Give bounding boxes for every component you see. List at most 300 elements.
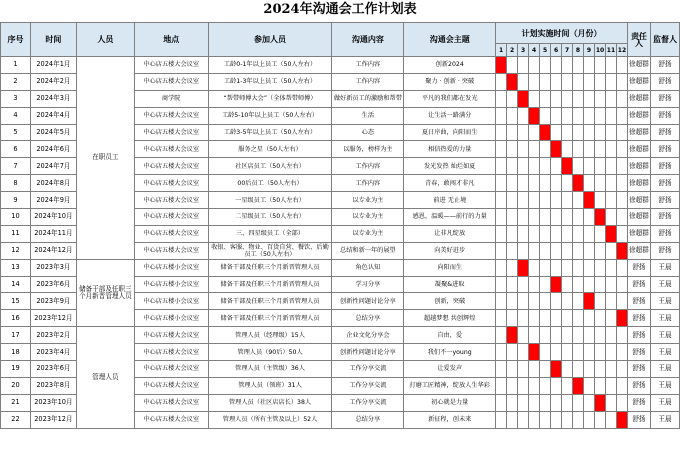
- seq-cell: 10: [1, 209, 31, 226]
- attendees-cell: 储备干部及任职三个月新晋管理人员: [208, 310, 332, 327]
- content-cell: 工作内容: [332, 57, 404, 74]
- owner-cell: 徐超群: [627, 57, 650, 74]
- month-cell: [540, 107, 551, 124]
- month-cell: [518, 192, 529, 209]
- theme-cell: 发光发热 灿烂如夏: [404, 158, 496, 175]
- month-cell: [529, 259, 540, 276]
- supervisor-cell: 王晨: [650, 276, 679, 293]
- month-cell: [551, 344, 562, 361]
- supervisor-cell: 王晨: [650, 259, 679, 276]
- theme-cell: 新征程，创未来: [404, 411, 496, 428]
- month-cell: [605, 259, 616, 276]
- seq-cell: 21: [1, 394, 31, 411]
- table-body: [1, 57, 680, 429]
- month-cell: [595, 276, 606, 293]
- seq-cell: 6: [1, 141, 31, 158]
- month-cell: [518, 124, 529, 141]
- month-cell: [616, 209, 627, 226]
- month-cell: [605, 276, 616, 293]
- content-cell: 心态: [332, 124, 404, 141]
- month-cell: [562, 327, 573, 344]
- month-cell: [562, 57, 573, 74]
- month-cell: [496, 175, 507, 192]
- month-cell: [605, 175, 616, 192]
- month-marker: [562, 158, 573, 175]
- supervisor-cell: 王晨: [650, 394, 679, 411]
- owner-cell: 舒扬: [627, 327, 650, 344]
- month-cell: [496, 276, 507, 293]
- month-cell: [529, 124, 540, 141]
- supervisor-cell: 王晨: [650, 344, 679, 361]
- month-cell: [605, 344, 616, 361]
- month-cell: [551, 411, 562, 428]
- month-cell: [595, 141, 606, 158]
- month-cell: [507, 276, 518, 293]
- place-cell: 中心店五楼大会议室: [134, 377, 208, 394]
- owner-cell: 舒扬: [627, 411, 650, 428]
- place-cell: 中心店五楼大会议室: [134, 242, 208, 259]
- month-cell: [573, 344, 584, 361]
- theme-cell: 向美好迸步: [404, 242, 496, 259]
- owner-cell: 徐超群: [627, 107, 650, 124]
- month-header: 5: [540, 44, 551, 57]
- month-cell: [540, 141, 551, 158]
- month-cell: [529, 225, 540, 242]
- owner-cell: 舒扬: [627, 344, 650, 361]
- month-cell: [584, 344, 595, 361]
- content-cell: 工作分享交流: [332, 361, 404, 378]
- time-cell: 2023年12月: [30, 411, 76, 428]
- month-cell: [562, 259, 573, 276]
- month-cell: [562, 209, 573, 226]
- month-cell: [540, 394, 551, 411]
- month-cell: [573, 141, 584, 158]
- time-cell: 2024年6月: [30, 141, 76, 158]
- month-cell: [540, 361, 551, 378]
- month-marker: [529, 107, 540, 124]
- owner-cell: 舒扬: [627, 310, 650, 327]
- month-marker: [573, 377, 584, 394]
- attendees-cell: 管理人员（所有主管及以上）52人: [208, 411, 332, 428]
- month-marker: [551, 141, 562, 158]
- header-place: 地点: [134, 23, 208, 57]
- month-cell: [496, 141, 507, 158]
- month-cell: [507, 90, 518, 107]
- header-supervisor: 监督人: [650, 23, 679, 57]
- seq-cell: 1: [1, 57, 31, 74]
- month-cell: [562, 73, 573, 90]
- header-content: 沟通内容: [332, 23, 404, 57]
- place-cell: 中心店五楼大会议室: [134, 107, 208, 124]
- month-header: 1: [496, 44, 507, 57]
- place-cell: 中心店五楼大会议室: [134, 361, 208, 378]
- theme-cell: 感恩，温暖——前行的力量: [404, 209, 496, 226]
- month-marker: [496, 57, 507, 74]
- month-cell: [507, 411, 518, 428]
- theme-cell: 让爱发声: [404, 361, 496, 378]
- content-cell: 生活: [332, 107, 404, 124]
- month-cell: [616, 90, 627, 107]
- supervisor-cell: 王晨: [650, 361, 679, 378]
- month-cell: [605, 310, 616, 327]
- month-cell: [507, 293, 518, 310]
- seq-cell: 18: [1, 344, 31, 361]
- month-cell: [573, 107, 584, 124]
- seq-cell: 4: [1, 107, 31, 124]
- month-cell: [595, 107, 606, 124]
- seq-cell: 20: [1, 377, 31, 394]
- supervisor-cell: 舒扬: [650, 124, 679, 141]
- month-cell: [496, 158, 507, 175]
- month-cell: [496, 310, 507, 327]
- month-marker: [551, 361, 562, 378]
- month-cell: [496, 327, 507, 344]
- time-cell: 2023年4月: [30, 344, 76, 361]
- content-cell: 总结分享: [332, 310, 404, 327]
- attendees-cell: 工龄3-5年以上员工（50人左右）: [208, 124, 332, 141]
- month-cell: [551, 394, 562, 411]
- month-header: 2: [507, 44, 518, 57]
- month-cell: [529, 327, 540, 344]
- month-cell: [518, 175, 529, 192]
- month-cell: [518, 276, 529, 293]
- attendees-cell: 储备干部及任职三个月新晋管理人员: [208, 259, 332, 276]
- seq-cell: 8: [1, 175, 31, 192]
- month-cell: [507, 124, 518, 141]
- person-group-cell: 储备干部及任职三个月新晋管理人员: [76, 259, 134, 327]
- month-cell: [573, 411, 584, 428]
- month-cell: [605, 242, 616, 259]
- month-marker: [605, 225, 616, 242]
- month-cell: [529, 141, 540, 158]
- month-cell: [518, 107, 529, 124]
- month-cell: [551, 90, 562, 107]
- month-cell: [605, 192, 616, 209]
- month-cell: [496, 394, 507, 411]
- month-cell: [551, 57, 562, 74]
- table-row: [1, 259, 680, 276]
- supervisor-cell: 王晨: [650, 377, 679, 394]
- month-cell: [529, 73, 540, 90]
- content-cell: 角色认知: [332, 259, 404, 276]
- content-cell: 工作内容: [332, 73, 404, 90]
- month-cell: [540, 242, 551, 259]
- month-cell: [562, 124, 573, 141]
- month-cell: [562, 276, 573, 293]
- time-cell: 2024年2月: [30, 73, 76, 90]
- content-cell: 做好新员工的激励和帮带: [332, 90, 404, 107]
- theme-cell: 打磨工匠精神，绽放人生华彩: [404, 377, 496, 394]
- time-cell: 2024年7月: [30, 158, 76, 175]
- theme-cell: 超越梦想 共创辉煌: [404, 310, 496, 327]
- place-cell: 商学院: [134, 90, 208, 107]
- month-cell: [518, 225, 529, 242]
- time-cell: 2023年9月: [30, 293, 76, 310]
- month-marker: [595, 394, 606, 411]
- month-cell: [595, 377, 606, 394]
- month-header: 6: [551, 44, 562, 57]
- place-cell: 中心店五楼大会议室: [134, 158, 208, 175]
- month-cell: [616, 57, 627, 74]
- month-cell: [529, 293, 540, 310]
- seq-cell: 11: [1, 225, 31, 242]
- theme-cell: 创新，突破: [404, 293, 496, 310]
- month-cell: [595, 175, 606, 192]
- month-cell: [595, 344, 606, 361]
- attendees-cell: 储备干部及任职三个月新晋管理人员: [208, 293, 332, 310]
- month-cell: [573, 124, 584, 141]
- supervisor-cell: 舒扬: [650, 158, 679, 175]
- month-cell: [562, 344, 573, 361]
- month-cell: [584, 225, 595, 242]
- theme-cell: 向阳而生: [404, 259, 496, 276]
- month-cell: [507, 209, 518, 226]
- month-marker: [595, 209, 606, 226]
- month-cell: [573, 90, 584, 107]
- month-cell: [496, 124, 507, 141]
- month-cell: [562, 90, 573, 107]
- attendees-cell: 管理人员（经理级）15人: [208, 327, 332, 344]
- seq-cell: 19: [1, 361, 31, 378]
- month-cell: [551, 377, 562, 394]
- content-cell: 创新性问题讨论分享: [332, 293, 404, 310]
- month-cell: [518, 377, 529, 394]
- month-cell: [616, 192, 627, 209]
- month-marker: [616, 310, 627, 327]
- month-cell: [507, 57, 518, 74]
- month-cell: [507, 344, 518, 361]
- owner-cell: 舒扬: [627, 361, 650, 378]
- attendees-cell: “帮带师傅大会”（全体帮带师傅）: [208, 90, 332, 107]
- month-cell: [540, 225, 551, 242]
- month-cell: [540, 327, 551, 344]
- attendees-cell: 工龄0-1年以上员工（50人左右）: [208, 57, 332, 74]
- time-cell: 2023年3月: [30, 259, 76, 276]
- theme-cell: 让生活一路满分: [404, 107, 496, 124]
- place-cell: 中心店五楼小会议室: [134, 293, 208, 310]
- header-plan: 计划实施时间（月份）: [496, 23, 628, 44]
- theme-cell: 相信热爱的力量: [404, 141, 496, 158]
- place-cell: 中心店五楼大会议室: [134, 327, 208, 344]
- time-cell: 2024年10月: [30, 209, 76, 226]
- month-cell: [551, 73, 562, 90]
- attendees-cell: 社区店员工（50人左右）: [208, 158, 332, 175]
- month-cell: [529, 276, 540, 293]
- month-header: 3: [518, 44, 529, 57]
- month-cell: [496, 107, 507, 124]
- seq-cell: 14: [1, 276, 31, 293]
- month-cell: [518, 361, 529, 378]
- month-cell: [595, 124, 606, 141]
- theme-cell: 凝聚&进取: [404, 276, 496, 293]
- place-cell: 中心店五楼大会议室: [134, 411, 208, 428]
- month-cell: [584, 107, 595, 124]
- month-cell: [529, 57, 540, 74]
- month-cell: [562, 107, 573, 124]
- month-marker: [551, 276, 562, 293]
- month-cell: [540, 411, 551, 428]
- month-cell: [540, 259, 551, 276]
- month-cell: [616, 225, 627, 242]
- attendees-cell: 管理人员（社区店店长）38人: [208, 394, 332, 411]
- seq-cell: 5: [1, 124, 31, 141]
- month-marker: [584, 293, 595, 310]
- time-cell: 2023年12月: [30, 310, 76, 327]
- seq-cell: 3: [1, 90, 31, 107]
- time-cell: 2024年3月: [30, 90, 76, 107]
- month-cell: [507, 175, 518, 192]
- month-marker: [573, 175, 584, 192]
- month-marker: [518, 259, 529, 276]
- month-marker: [529, 344, 540, 361]
- month-cell: [540, 158, 551, 175]
- month-cell: [605, 394, 616, 411]
- place-cell: 中心店五楼大会议室: [134, 57, 208, 74]
- month-cell: [518, 293, 529, 310]
- month-cell: [573, 242, 584, 259]
- time-cell: 2023年6月: [30, 361, 76, 378]
- month-header: 8: [573, 44, 584, 57]
- theme-cell: 夏日序曲，向阳而生: [404, 124, 496, 141]
- month-cell: [507, 259, 518, 276]
- attendees-cell: 管理人员（90后）50人: [208, 344, 332, 361]
- month-cell: [518, 141, 529, 158]
- supervisor-cell: 舒扬: [650, 73, 679, 90]
- month-cell: [573, 192, 584, 209]
- month-marker: [518, 90, 529, 107]
- month-cell: [595, 158, 606, 175]
- month-cell: [616, 276, 627, 293]
- month-cell: [584, 141, 595, 158]
- month-cell: [551, 158, 562, 175]
- header-person: 人员: [76, 23, 134, 57]
- month-cell: [584, 361, 595, 378]
- content-cell: 创新性问题讨论分享: [332, 344, 404, 361]
- month-cell: [616, 124, 627, 141]
- month-cell: [595, 327, 606, 344]
- month-cell: [529, 411, 540, 428]
- month-cell: [573, 57, 584, 74]
- place-cell: 中心店五楼大会议室: [134, 192, 208, 209]
- month-cell: [551, 327, 562, 344]
- month-cell: [616, 361, 627, 378]
- place-cell: 中心店五楼大会议室: [134, 394, 208, 411]
- month-cell: [562, 175, 573, 192]
- attendees-cell: 服务之星（50人左右）: [208, 141, 332, 158]
- month-cell: [551, 175, 562, 192]
- seq-cell: 15: [1, 293, 31, 310]
- month-cell: [616, 327, 627, 344]
- month-cell: [573, 73, 584, 90]
- place-cell: 中心店五楼小会议室: [134, 276, 208, 293]
- time-cell: 2023年8月: [30, 377, 76, 394]
- month-cell: [584, 377, 595, 394]
- month-cell: [496, 411, 507, 428]
- month-cell: [584, 57, 595, 74]
- content-cell: 工作内容: [332, 175, 404, 192]
- month-cell: [529, 377, 540, 394]
- month-cell: [507, 192, 518, 209]
- owner-cell: 徐超群: [627, 242, 650, 259]
- month-cell: [562, 361, 573, 378]
- content-cell: 企业文化分享会: [332, 327, 404, 344]
- attendees-cell: 一星级员工（50人左右）: [208, 192, 332, 209]
- month-marker: [616, 242, 627, 259]
- theme-cell: 前进 无止境: [404, 192, 496, 209]
- person-group-cell: 在职员工: [76, 57, 134, 260]
- month-cell: [496, 90, 507, 107]
- month-marker: [540, 124, 551, 141]
- month-cell: [551, 209, 562, 226]
- month-cell: [540, 344, 551, 361]
- seq-cell: 13: [1, 259, 31, 276]
- month-cell: [573, 310, 584, 327]
- attendees-cell: 三、四星级员工（全部）: [208, 225, 332, 242]
- theme-cell: 自由，爱: [404, 327, 496, 344]
- month-cell: [616, 175, 627, 192]
- attendees-cell: 管理人员（主管级）36人: [208, 361, 332, 378]
- month-cell: [518, 242, 529, 259]
- time-cell: 2023年2月: [30, 327, 76, 344]
- month-cell: [595, 259, 606, 276]
- header-time: 时间: [30, 23, 76, 57]
- month-cell: [507, 242, 518, 259]
- attendees-cell: 00后员工（50人左右）: [208, 175, 332, 192]
- month-cell: [529, 242, 540, 259]
- month-cell: [518, 411, 529, 428]
- seq-cell: 9: [1, 192, 31, 209]
- month-cell: [551, 124, 562, 141]
- supervisor-cell: 舒扬: [650, 209, 679, 226]
- supervisor-cell: 舒扬: [650, 57, 679, 74]
- month-cell: [562, 192, 573, 209]
- month-cell: [595, 192, 606, 209]
- month-marker: [616, 411, 627, 428]
- month-cell: [551, 107, 562, 124]
- month-cell: [540, 209, 551, 226]
- month-cell: [573, 259, 584, 276]
- month-cell: [562, 225, 573, 242]
- month-cell: [584, 90, 595, 107]
- month-cell: [507, 158, 518, 175]
- time-cell: 2023年10月: [30, 394, 76, 411]
- supervisor-cell: 舒扬: [650, 141, 679, 158]
- sheet-title: 2024年沟通会工作计划表: [263, 2, 417, 17]
- header-attendees: 参加人员: [208, 23, 332, 57]
- month-cell: [507, 107, 518, 124]
- attendees-cell: 储备干部及任职三个月新晋管理人员: [208, 276, 332, 293]
- month-cell: [573, 327, 584, 344]
- attendees-cell: 管理人员（领班）31人: [208, 377, 332, 394]
- month-cell: [551, 310, 562, 327]
- month-cell: [529, 361, 540, 378]
- month-cell: [584, 394, 595, 411]
- attendees-cell: 收银、客服、物业、百货自营、餐饮、后勤员工（50人左右）: [208, 242, 332, 259]
- place-cell: 中心店五楼大会议室: [134, 344, 208, 361]
- month-cell: [529, 209, 540, 226]
- month-cell: [595, 90, 606, 107]
- content-cell: 学习分享: [332, 276, 404, 293]
- month-cell: [616, 293, 627, 310]
- content-cell: 总结和新一年的展望: [332, 242, 404, 259]
- month-header: 4: [529, 44, 540, 57]
- supervisor-cell: 舒扬: [650, 90, 679, 107]
- owner-cell: 徐超群: [627, 175, 650, 192]
- month-cell: [584, 310, 595, 327]
- month-cell: [595, 57, 606, 74]
- month-cell: [496, 361, 507, 378]
- month-cell: [605, 377, 616, 394]
